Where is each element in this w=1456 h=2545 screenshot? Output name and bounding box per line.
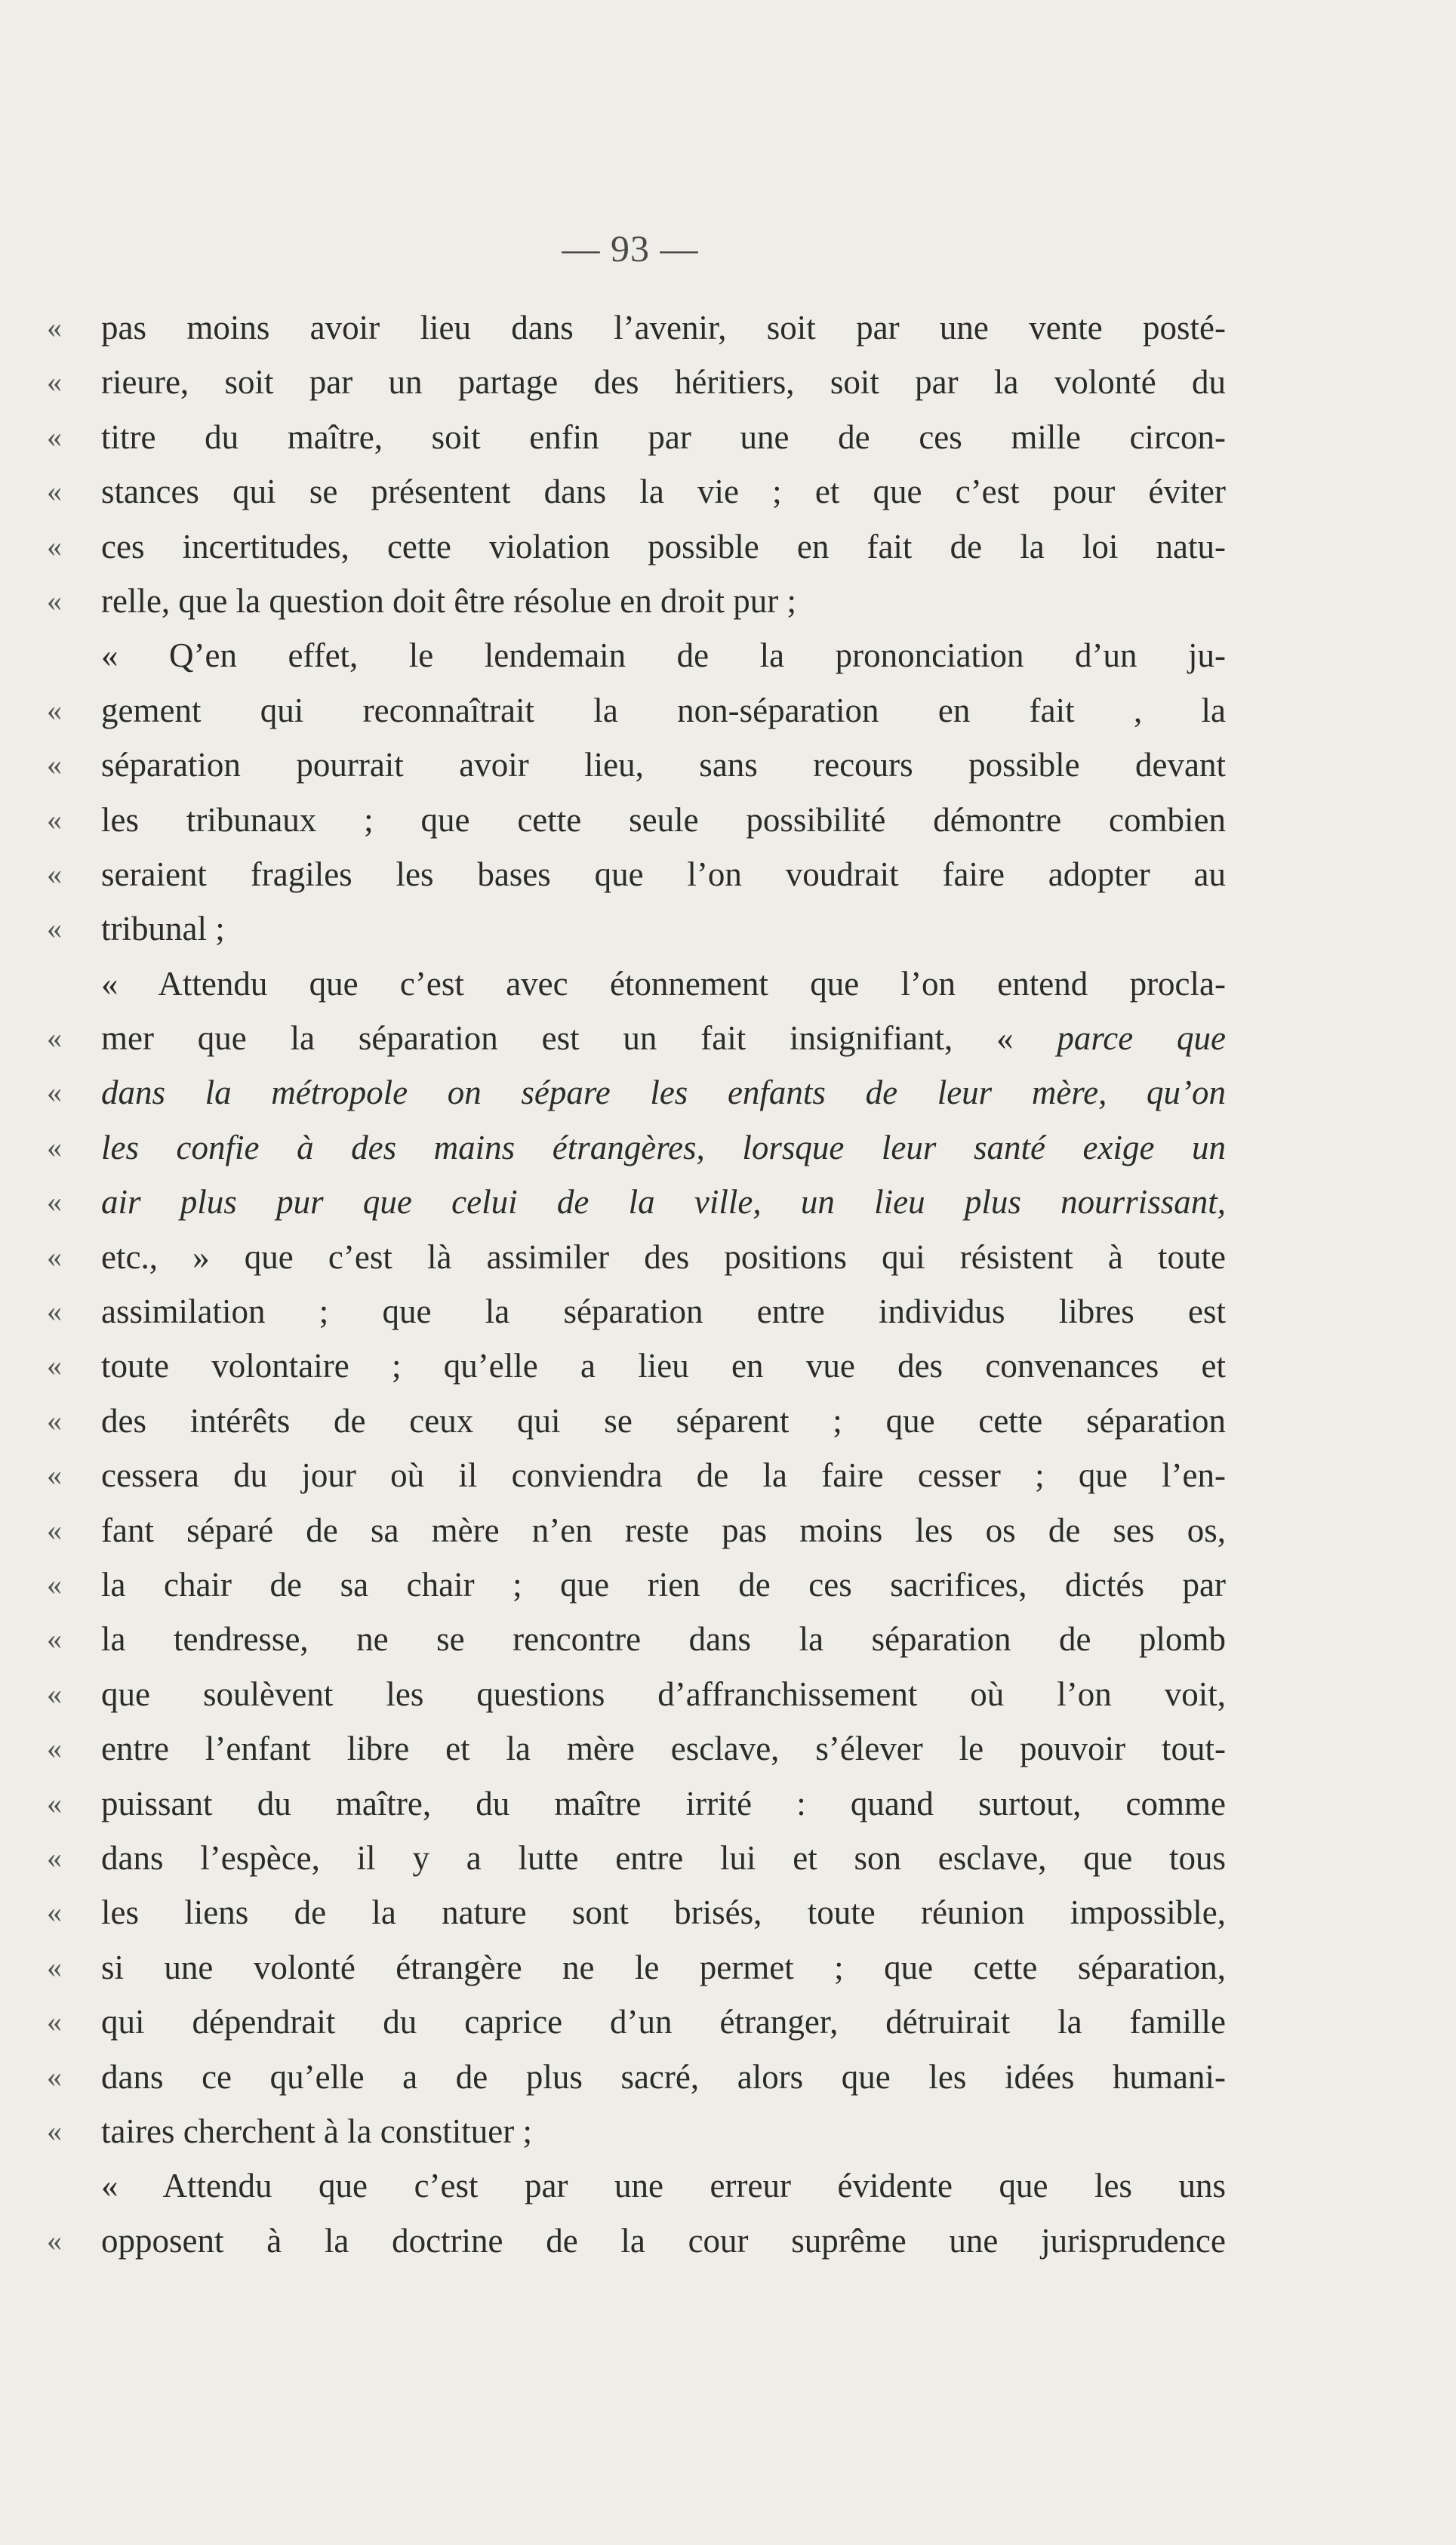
text-line	[47, 1230, 1226, 1284]
line-text	[101, 1558, 1226, 1612]
italic-quote: les confie à des mains étrangères, lorsque leur santé exige un	[101, 1128, 1226, 1166]
quote-mark: «	[47, 1731, 62, 1766]
line-text	[101, 1940, 1226, 1995]
line-text-roman: assimilation ; que la séparation entre individus libres est	[101, 1293, 1226, 1331]
text-line	[47, 2050, 1226, 2104]
line-text-roman: dans ce qu’elle a de plus sacré, alors que les idées humani-	[101, 2057, 1226, 2096]
line-text-roman: « Attendu que c’est avec étonnement que l’on entend procla-	[101, 964, 1226, 1003]
line-text	[101, 2214, 1226, 2268]
line-text	[101, 574, 1226, 628]
text-line	[47, 300, 1226, 355]
text-line	[47, 2158, 1226, 2213]
line-text-roman: les liens de la nature sont brisés, toute réunion impossible,	[101, 1893, 1226, 1932]
line-text	[101, 1995, 1226, 2049]
text-line	[47, 1831, 1226, 1885]
text-line	[47, 1284, 1226, 1339]
text-line	[47, 519, 1226, 574]
text-line	[47, 1120, 1226, 1175]
line-text	[101, 1612, 1226, 1666]
quote-mark: «	[47, 2059, 62, 2094]
text-line	[47, 1394, 1226, 1448]
line-text	[101, 1503, 1226, 1558]
text-line	[47, 464, 1226, 519]
line-text-roman: etc., » que c’est là assimiler des positions qui résistent à toute	[101, 1237, 1226, 1276]
line-text	[101, 1394, 1226, 1448]
line-text	[101, 1885, 1226, 1940]
text-line	[47, 1612, 1226, 1666]
line-text-roman: cessera du jour où il conviendra de la faire cesser ; que l’en-	[101, 1456, 1226, 1495]
line-text	[101, 2050, 1226, 2104]
line-text-roman: tribunal ;	[101, 910, 225, 948]
text-line	[47, 793, 1226, 847]
text-line	[47, 738, 1226, 792]
quote-mark: «	[47, 1021, 62, 1055]
quote-mark: «	[47, 802, 62, 837]
line-text	[101, 519, 1226, 574]
text-line	[47, 901, 1179, 956]
line-text-roman: que soulèvent les questions d’affranchissement où l’on voit,	[101, 1675, 1226, 1713]
line-text-roman: stances qui se présentent dans la vie ; et que c’est pour éviter	[101, 473, 1226, 511]
quote-mark: «	[47, 310, 62, 344]
line-text	[101, 2104, 1226, 2158]
line-text	[101, 300, 1226, 355]
line-text	[101, 1339, 1226, 1393]
line-text-roman: toute volontaire ; qu’elle a lieu en vue des convenances et	[101, 1347, 1226, 1385]
text-line	[47, 957, 1226, 1011]
quote-mark: «	[47, 583, 62, 618]
line-text-roman: séparation pourrait avoir lieu, sans recours possible devant	[101, 746, 1226, 784]
text-line	[47, 1558, 1226, 1612]
quote-mark: «	[47, 747, 62, 782]
line-text	[101, 410, 1226, 464]
quote-mark: «	[47, 1075, 62, 1110]
text-line	[47, 1175, 1226, 1229]
line-text-roman: taires cherchent à la constituer ;	[101, 2112, 532, 2150]
line-text	[101, 2158, 1226, 2213]
line-text-roman: des intérêts de ceux qui se séparent ; que cette séparation	[101, 1401, 1226, 1440]
quote-mark: «	[47, 1567, 62, 1601]
text-line	[47, 1885, 1226, 1940]
line-text	[101, 738, 1226, 792]
text-line	[47, 1065, 1226, 1120]
text-line	[47, 574, 1179, 628]
quote-mark: «	[47, 1676, 62, 1711]
text-line	[47, 847, 1226, 901]
quote-mark: «	[47, 1294, 62, 1329]
line-text	[101, 1667, 1226, 1721]
line-text-roman: la chair de sa chair ; que rien de ces sacrifices, dictés par	[101, 1565, 1226, 1604]
line-text-roman: mer que la séparation est un fait insignifiant, «	[101, 1019, 1057, 1058]
line-text-roman: ces incertitudes, cette violation possible en fait de la loi natu-	[101, 527, 1226, 565]
quote-mark: «	[47, 1348, 62, 1383]
quote-mark: «	[47, 1512, 62, 1547]
text-line	[47, 1667, 1226, 1721]
line-text-roman: seraient fragiles les bases que l’on voudrait faire adopter au	[101, 855, 1226, 893]
line-text	[101, 1011, 1226, 1065]
text-line	[47, 1503, 1226, 1558]
page-number: — 93 —	[562, 227, 699, 270]
line-text-roman: qui dépendrait du caprice d’un étranger, détruirait la famille	[101, 2003, 1226, 2041]
line-text-roman: fant séparé de sa mère n’en reste pas moins les os de ses os,	[101, 1511, 1226, 1549]
quote-mark: «	[47, 1840, 62, 1875]
line-text-roman: la tendresse, ne se rencontre dans la séparation de plomb	[101, 1620, 1226, 1659]
line-text	[101, 957, 1226, 1011]
text-line	[47, 1776, 1226, 1831]
quote-mark: «	[47, 474, 62, 509]
line-text-roman: titre du maître, soit enfin par une de ces mille circon-	[101, 417, 1226, 456]
italic-quote: air plus pur que celui de la ville, un lieu plus nourrissant,	[101, 1183, 1226, 1222]
line-text-roman: rieure, soit par un partage des héritiers, soit par la volonté du	[101, 363, 1226, 402]
line-text	[101, 1776, 1226, 1831]
text-line	[47, 683, 1226, 738]
line-text	[101, 1721, 1226, 1776]
line-text	[101, 628, 1226, 682]
line-text-roman: pas moins avoir lieu dans l’avenir, soit par une vente posté-	[101, 309, 1226, 347]
quote-mark: «	[47, 856, 62, 891]
text-line	[47, 2104, 1179, 2158]
line-text	[101, 355, 1226, 409]
line-text-roman: les tribunaux ; que cette seule possibilité démontre combien	[101, 800, 1226, 839]
text-line	[47, 1995, 1226, 2049]
text-line	[47, 2214, 1226, 2268]
text-line	[47, 410, 1226, 464]
quote-mark: «	[47, 419, 62, 454]
quote-mark: «	[47, 1239, 62, 1274]
line-text	[101, 901, 1226, 956]
quote-mark: «	[47, 1786, 62, 1820]
line-text	[101, 1831, 1226, 1885]
text-line	[47, 1721, 1226, 1776]
line-text	[101, 847, 1226, 901]
text-line	[47, 1339, 1226, 1393]
text-line	[47, 1011, 1227, 1065]
line-text-roman: « Attendu que c’est par une erreur évidente que les uns	[101, 2167, 1226, 2205]
line-text	[101, 1065, 1226, 1120]
line-text-roman: entre l’enfant libre et la mère esclave, s’élever le pouvoir tout-	[101, 1730, 1226, 1768]
text-line	[47, 355, 1226, 409]
quote-mark: «	[47, 365, 62, 399]
quote-mark: «	[47, 1458, 62, 1493]
line-text-roman: si une volonté étrangère ne le permet ; que cette séparation,	[101, 1948, 1226, 1986]
quote-mark: «	[47, 692, 62, 727]
line-text	[101, 793, 1226, 847]
quote-mark: «	[47, 2004, 62, 2039]
quote-mark: «	[47, 911, 62, 946]
quote-mark: «	[47, 1622, 62, 1656]
line-text	[101, 464, 1226, 519]
line-text-roman: dans l’espèce, il y a lutte entre lui et son esclave, que tous	[101, 1838, 1226, 1877]
line-text-roman: puissant du maître, du maître irrité : quand surtout, comme	[101, 1784, 1226, 1822]
line-text	[101, 1448, 1226, 1502]
line-text	[101, 1230, 1226, 1284]
quote-mark: «	[47, 1949, 62, 1984]
quote-mark: «	[47, 2223, 62, 2257]
line-text	[101, 1120, 1226, 1175]
line-text-roman: relle, que la question doit être résolue en droit pur ;	[101, 581, 796, 620]
quote-mark: «	[47, 1403, 62, 1437]
quote-mark: «	[47, 1129, 62, 1164]
body-text-block	[47, 300, 1227, 2268]
line-text-roman: gement qui reconnaîtrait la non-séparation en fait , la	[101, 691, 1226, 729]
line-text-roman: « Q’en effet, le lendemain de la prononciation d’un ju-	[101, 636, 1226, 675]
italic-quote: dans la métropole on sépare les enfants de leur mère, qu’on	[101, 1074, 1226, 1112]
line-text	[101, 683, 1226, 738]
quote-mark: «	[47, 1895, 62, 1930]
italic-quote: parce que	[1057, 1019, 1227, 1058]
line-text-roman: opposent à la doctrine de la cour suprême une jurisprudence	[101, 2221, 1226, 2260]
text-line	[47, 628, 1226, 682]
line-text	[101, 1175, 1226, 1229]
quote-mark: «	[47, 2113, 62, 2148]
text-line	[47, 1940, 1226, 1995]
quote-mark: «	[47, 528, 62, 563]
text-line	[47, 1448, 1226, 1502]
line-text	[101, 1284, 1226, 1339]
quote-mark: «	[47, 1185, 62, 1219]
